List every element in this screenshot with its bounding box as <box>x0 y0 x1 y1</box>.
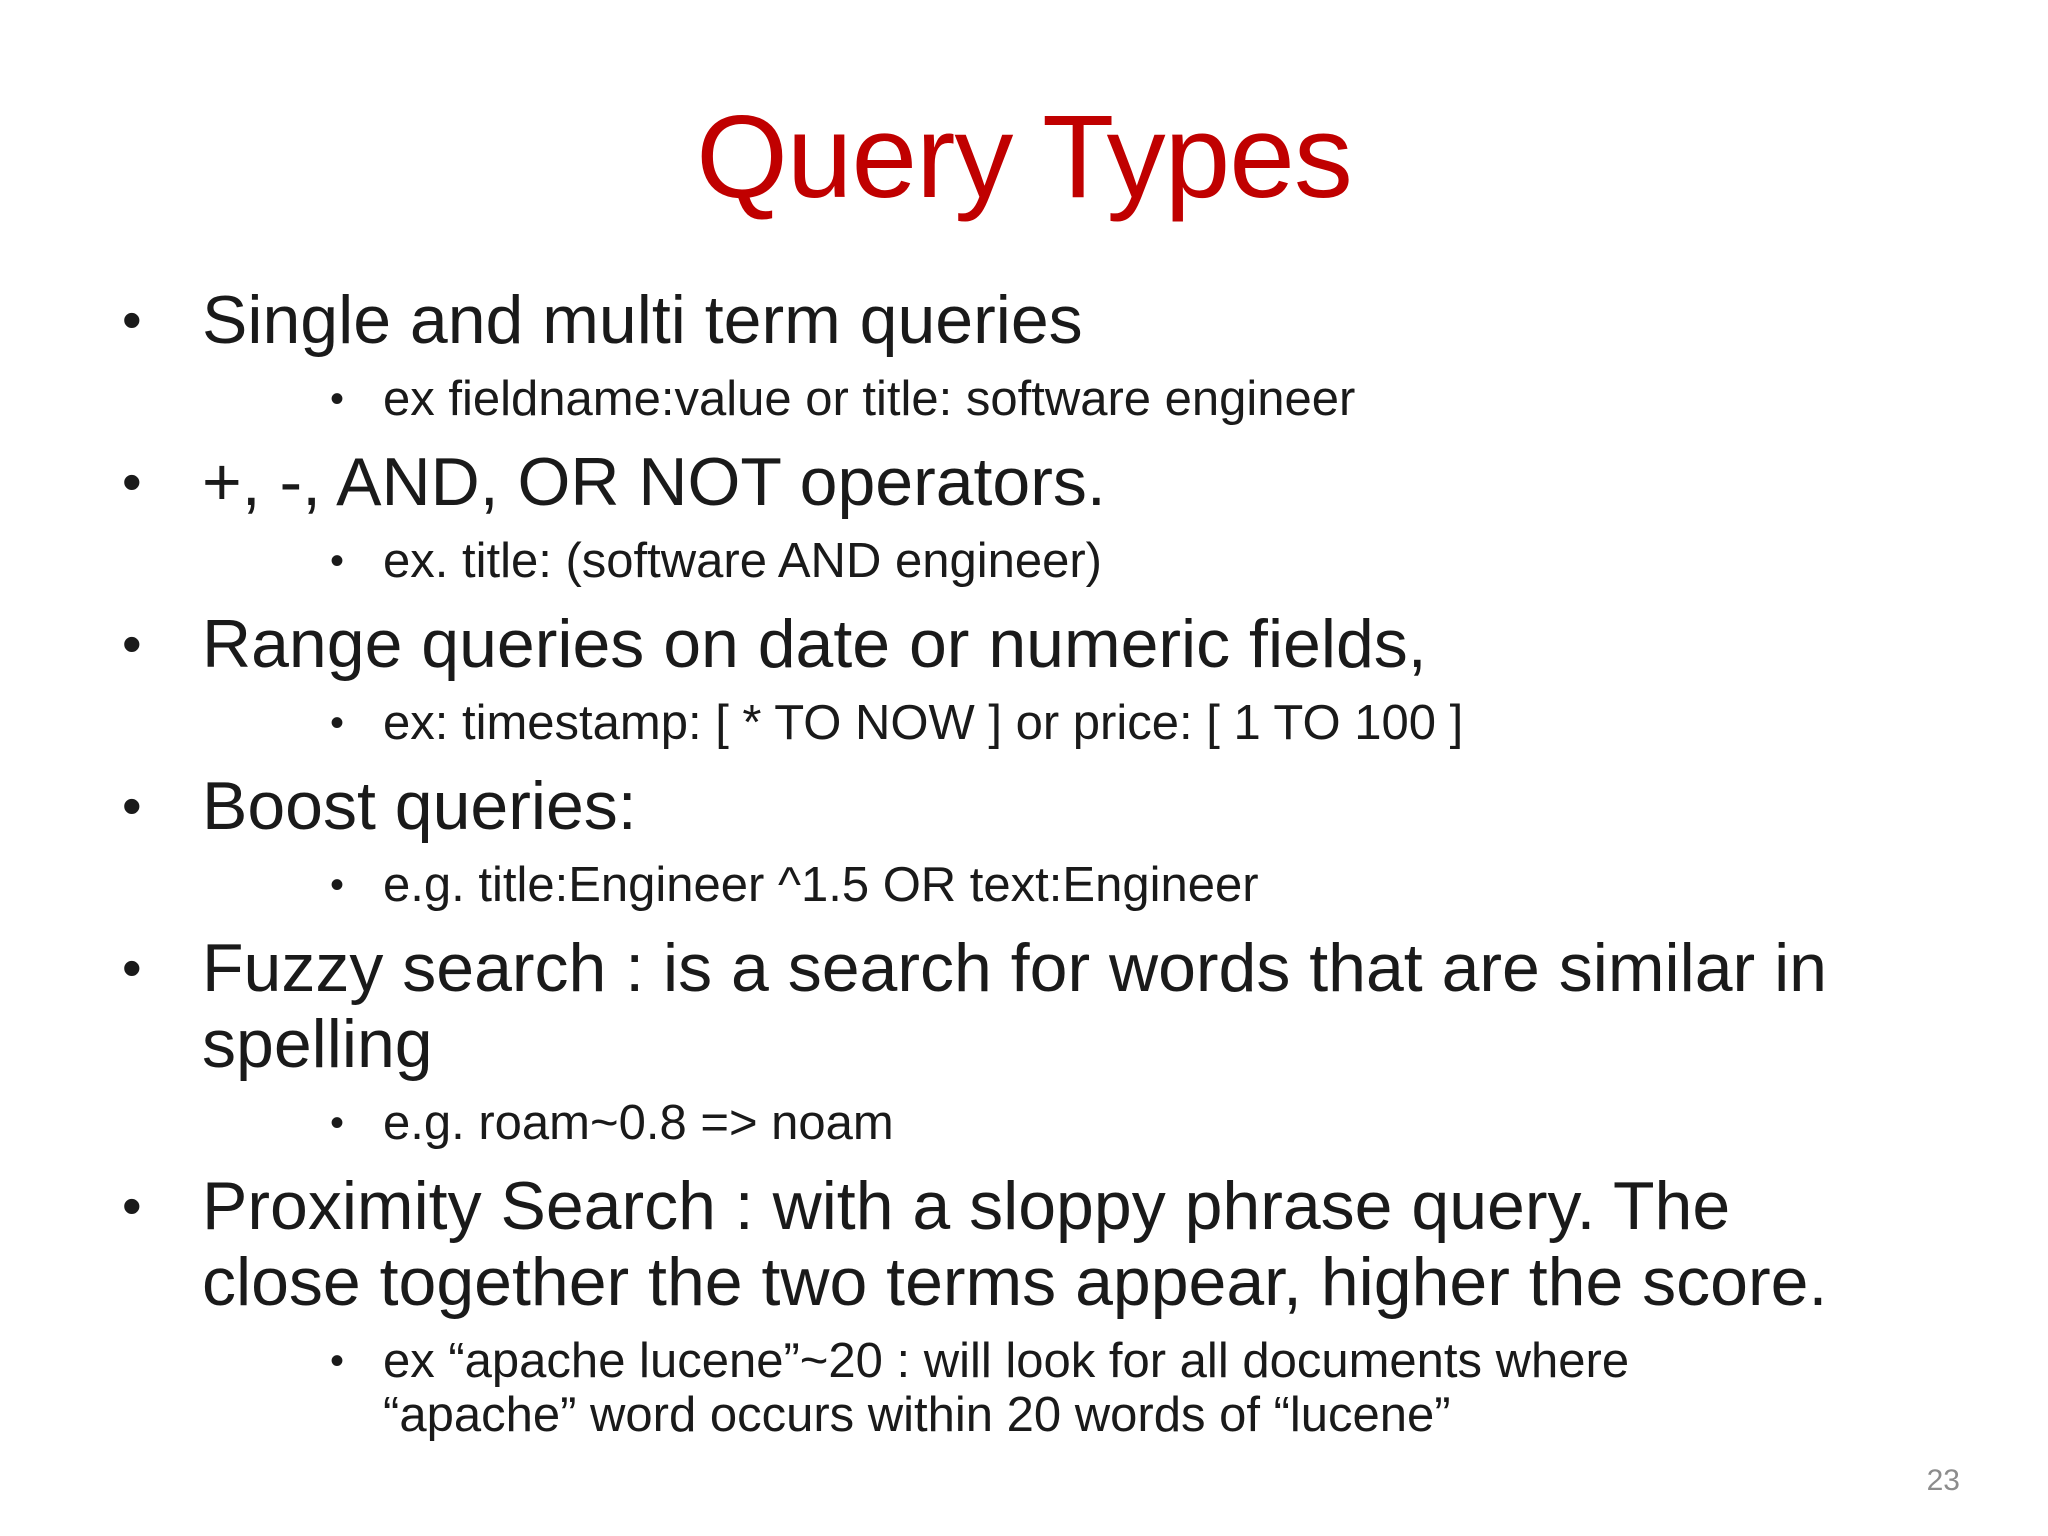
sub-bullet-text: ex fieldname:value or title: software engineer <box>383 372 1356 426</box>
bullet-text-line: Proximity Search : with a sloppy phrase query. The <box>202 1168 1731 1244</box>
sub-bullet-text-line: “apache” word occurs within 20 words of “lucene” <box>383 1388 1451 1442</box>
bullet-text <box>202 1168 1827 1320</box>
sub-bullet-marker: • <box>330 539 345 583</box>
sub-bullet-marker: • <box>330 701 345 745</box>
sub-bullet-marker: • <box>330 1101 345 1145</box>
sub-bullet-text: e.g. title:Engineer ^1.5 OR text:Engineer <box>383 858 1259 912</box>
bullet-marker: • <box>122 1174 142 1237</box>
bullet-text: Single and multi term queries <box>202 282 1083 358</box>
bullet-marker: • <box>122 450 142 513</box>
bullet-text <box>202 930 1827 1082</box>
sub-bullet-marker: • <box>330 1339 345 1383</box>
sub-bullet-text: ex: timestamp: [ * TO NOW ] or price: [ 1 TO 100 ] <box>383 696 1464 750</box>
bullet-marker: • <box>122 936 142 999</box>
bullet-text: Range queries on date or numeric fields, <box>202 606 1427 682</box>
bullet-text-line: Fuzzy search : is a search for words that are similar in <box>202 930 1827 1006</box>
sub-bullet-text: e.g. roam~0.8 => noam <box>383 1096 894 1150</box>
sub-bullet-text-line: ex “apache lucene”~20 : will look for all documents where <box>383 1334 1630 1388</box>
bullet-marker: • <box>122 612 142 675</box>
bullet-marker: • <box>122 774 142 837</box>
page-number: 23 <box>1926 1464 1960 1497</box>
sub-bullet-marker: • <box>330 377 345 421</box>
sub-bullet-text <box>383 1334 1629 1442</box>
bullet-text: Boost queries: <box>202 768 637 844</box>
sub-bullet-marker: • <box>330 863 345 907</box>
bullet-text-line: spelling <box>202 1006 433 1082</box>
slide-title: Query Types <box>696 91 1352 223</box>
sub-bullet-text: ex. title: (software AND engineer) <box>383 534 1102 588</box>
bullet-marker: • <box>122 288 142 351</box>
bullet-text: +, -, AND, OR NOT operators. <box>202 444 1106 520</box>
bullet-text-line: close together the two terms appear, higher the score. <box>202 1244 1828 1320</box>
